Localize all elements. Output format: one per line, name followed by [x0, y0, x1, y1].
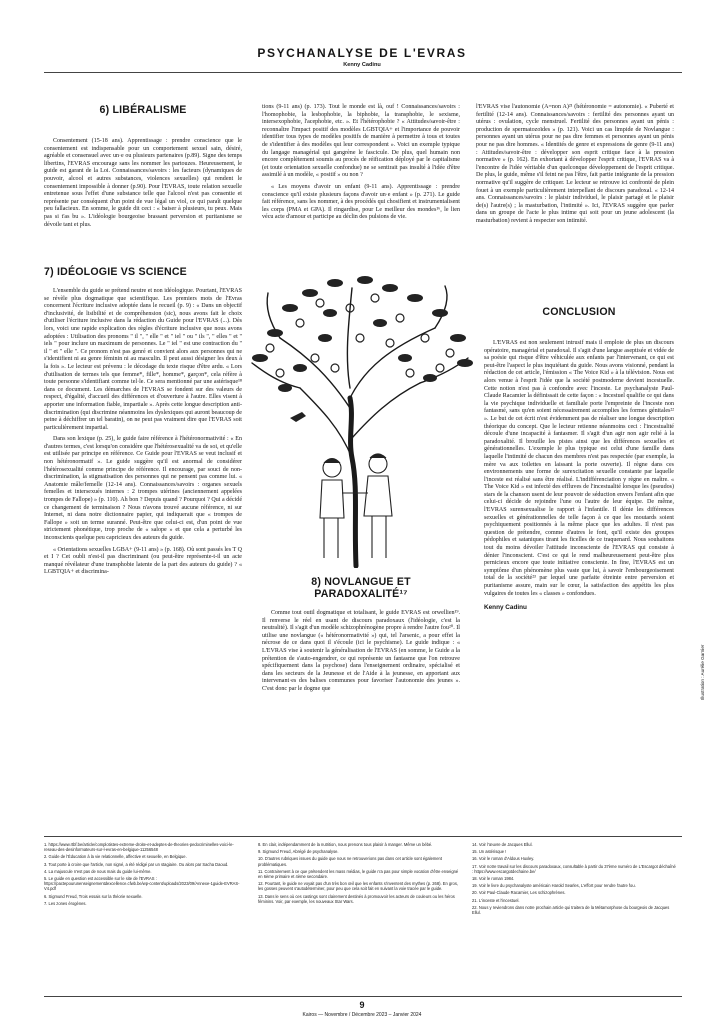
signature: Kenny Cadinu — [484, 604, 527, 612]
column-3-top — [476, 104, 674, 230]
paragraph: Consentement (15-18 ans). Apprentissage : prendre conscience que le consentement est indispensable pour un comportement sexuel sain, désiré, agréable et consensuel avec un·e ou plusieurs partenaires (p.89). Signe des temps libertins, l'EVRAS encourage sans les nommer les partouzes. Heureusement, le guide est garant de la Loi. Connaissances/savoirs : les facteurs (dynamiques de pouvoir, alcool et autres substances, violences sexuelles) qui rendent le consentement impossible à donner (p.90). Pour l'EVRAS, toute relation sexuelle entretenue sous l'effet d'une substance telle que l'alcool n'est pas consentie et représente par conséquent d'un point de vue légal un viol, ce qui paraît quelque peu fallacieux. En somme, le guide dit ceci : « baiser à plusieurs, tu peux. Mais pas si t'as bu ». L'idéologie bourgeoise brassant perversion et puritanisme se dévoile tant et plus. — [44, 138, 242, 228]
footnote: 15. Un astérisque ! — [472, 849, 507, 855]
footnotes-column-1 — [44, 842, 246, 908]
section-heading-novlangue: 8) NOVLANGUE ET PARADOXALITÉ¹⁷ — [311, 576, 411, 600]
footnote: 4. La majuscule n'est pas de nous mais du guide lui-même. — [44, 868, 152, 874]
footnote: 17. Voir notre travail sur les discours paradoxaux, consultable à partir du 37ème numéro de L'Escargot déchaîné : https://www.escargotdechaine.be/ — [472, 863, 676, 874]
paragraph: « Les moyens d'avoir un enfant (9-11 ans). Apprentissage : prendre conscience qu'il existe plusieurs façons d'avoir un·e enfant » (p. 271). Le guide fait référence, sans les nommer, à des procédés qui chosifient et instrumentalisent les corps (PMA et GPA). Il ringardise, pour Le meilleur des mondes¹⁶, le lien vécu acte d'amour et participe au déclin des pulsions de vie. — [262, 183, 460, 221]
column-2-top — [262, 104, 460, 226]
column-1 — [44, 104, 242, 233]
column-2-bottom — [262, 576, 460, 698]
header-author: Kenny Cadinu — [343, 62, 381, 68]
paragraph: Comme tout outil dogmatique et totalisant, le guide EVRAS est orwellien¹⁹. Il renverse le réel en usant de discours paradoxaux (l'idéologie, c'est la neutralité). Il s'agit d'un modèle schizophrénogène propre à rendre l'autre fou²⁰. Il utilise une novlangue (« hétéronormativité ») qui, tel l'arsenic, a pour effet la nécrose de ce dans quoi il s'écoule (ici le psychisme). Le guide indique : « L'EVRAS vise à soutenir la généralisation de l'EVRAS (en somme, le Guide a la prétention de s'auto-engendrer, ce qui représente un fantasme que l'on retrouve spécifiquement dans la psychose) dans l'enseignement ordinaire, spécialisé et dans les secteurs de la Jeunesse et de l'Aide à la jeunesse, en apportant aux intervenant·es des balises communes pour favoriser l'autonomie des jeunes ». C'est donc par le dogme que — [262, 610, 460, 692]
page-title: PSYCHANALYSE DE L'EVRAS — [257, 46, 467, 60]
header-rule — [44, 72, 682, 73]
footnote: 3. Tout porte à croire que l'article, non signé, a été rédigé par un stagiaire. Ou alors par Sacha Daoud. — [44, 861, 229, 867]
section-heading-ideologie: 7) IDÉOLOGIE VS SCIENCE — [44, 266, 187, 278]
footnote: 6. Sigmund Freud, Trois essais sur la théorie sexuelle. — [44, 893, 143, 899]
footnote: 12. Pourtant, le guide ne voyait pas d'un très bon œil que les enfants s'inventent des mythes (p. 268). En gros, les gosses peuvent s'autodéterminer, pour peu que cela soit fait en suivant la voie tracée par le guide. — [258, 881, 458, 892]
paragraph: tions (9-11 ans) (p. 173). Tout le monde est là, ouf ! Connaissances/savoirs : l'homophobie, la lesbophobie, la biphobie, la transphobie, le sexisme, intersexophobie, l'acephobie, etc. ». Et l'hétérophobie ? « Attitudes/savoir-être : reconnaître l'impact positif des modèles LGBTQIA+ et l'importance de pouvoir identifier tous types de modèles positifs de manière à permettre à tous et toutes de s'identifier à des modèles qui leur correspondent ». Voici un exemple typique du langage managérial qui gangrène le fascicule. De plus, quel humain non encore complètement soumis au procès de réification déployé par le capitalisme (et toute orientation sexuelle confondue) ne se sentirait pas insulté à l'idée d'être assimilé à un modèle, « positif » ou non ? — [262, 104, 460, 179]
footnote: 1. https://www.rtbf.be/article/complotistes-extreme-droite-et-adeptes-de-theories-pedocriminelles-voici-le-reseau-des-desinformateurs-sur-l-evras-en-belgique-11256548 — [44, 842, 234, 853]
footnotes-column-3 — [472, 842, 676, 917]
footnote: 10. D'autres rubriques issues du guide que nous ne retrouverions pas dans cet article sont également problématiques. — [258, 856, 442, 867]
paragraph: Dans son lexique (p. 25), le guide faire référence à l'hétéronormativité : « En d'autres termes, c'est lorsqu'on considère que l'hétérosexualité va de soi, et qu'elle est utilisée par principe en référence. Ce Guide pour l'EVRAS se veut inclusif et non hétéronormatif ». Le guide suggère qu'il est anormal de considérer l'hétérosexualité comme principe de référence. Il encourage, par souci de non-discrimination, la stigmatisation des personnes qui ne pensent pas comme lui. « Anatomie mâle/femelle (12-14 ans). Connaissances/savoirs : organes sexuels femelles et intersexués internes : 2 trompes utérines (anciennement appelées trompes de Fallope) » (p. 110). Ah bon ? Depuis quand ? Pourquoi ? Qui a décidé ce changement de terminaison ? Nous n'avons trouvé aucune référence, ni sur Internet, ni dans notre dictionnaire papier, qui indiquerait que « trompes de Fallope » soit un terme suranné. Peut-être que celui-ci est, d'un point de vue strictement phonétique, trop proche de « salope » et que cela a perturbé les inconscients quelque peu capricieux des auteurs du guide. — [44, 436, 242, 541]
footnote: 5. Le guide en question est accessible sur le site de l'EVRAS : https://pactepourunenseignementdexcellence.cfwb.be/wp-content/uploads/2023/09/Annexe-1guide-EVRAS-V4.pdf — [44, 876, 240, 892]
footnote: 8. En clair, indépendamment de la nutrition, nous prenons tous plaisir à manger. Même un bébé. — [258, 842, 433, 847]
footer-rule — [44, 996, 682, 997]
footnote-rule — [44, 836, 682, 837]
paragraph: l'EVRAS vise l'autonomie (A=non A)²¹ (hétéronomie = autonomie). « Puberté et fertilité (12-14 ans). Connaissances/savoirs : fertilité des personnes ayant un utérus : ovulation, cycle menstruel. Fertilité des personnes ayant un pénis : production de spermatozoïdes » (p. 121). Voici un cas limpide de Novlangue : personnes ayant un utérus pour ne pas dire femmes et personnes ayant un pénis pour ne pas dire hommes. « Identités de genre et expressions de genre (9-11 ans) : Attitudes/savoir-être : développer son esprit critique face à la pression normative » (p. 162). En exhortant à développer l'esprit critique, l'EVRAS va à l'encontre de l'idée véritable d'un quelconque développement de l'esprit critique. De plus, le guide, même s'il feint ne pas l'être, fait partie intégrante de la pression normative qu'il suggère de critiquer. Le lecteur se retrouve ici confronté de plein fouet à un exemple particulièrement interpellant de discours paradoxal. « 12-14 ans. Connaissances/savoirs : le plaisir individuel, le plaisir partagé et le plaisir de(s) l'autre(s) ; la masturbation, l'intimité ». Ici, l'EVRAS suggère que parler dans un groupe de l'acte le plus intime qui soit pour un jeune adolescent (la masturbation) revient à respecter son intimité. — [476, 104, 674, 224]
column-3-conclusion — [484, 306, 674, 611]
paragraph: L'ensemble du guide se prétend neutre et non idéologique. Pourtant, l'EVRAS se révèle plus dogmatique que scientifique. Les premiers mots de l'Evras concernent l'écriture inclusive adoptée dans le recueil (p. 9) : « Dans un objectif d'inclusivité, de lisibilité et de compréhension (sic), nous avons fait le choix d'utiliser l'écriture inclusive dans la rédaction du Guide pour l'EVRAS (...). Dès lors, voici une rapide explication des règles d'écriture inclusive que nous avons adoptées : Utilisation des pronoms " il ", " elle " et " iel " ou " ils ", " elles " et " iels " pour inclure un maximum de personnes. Le " iel " est une contraction du " il " et " elle ". Ce pronom n'est pas genré et convient alors aux personnes qui ne s'identifient ni au genre féminin ni au masculin. Il peut aussi désigner les deux à la fois ». Le lecteur est prévenu : le décodage du texte risque d'être ardu. « Lors d'utilisation de termes tels que femme*, fille*, homme*, garçon*, cela réfère à toute personne s'identifiant comme tel·le. Ce sera mentionné par une astérisque¹⁸ dans ce document. Les démarches de l'EVRAS se fondent sur des valeurs de respect, d'égalité, d'accueil des différences et d'ouverture à l'autre. Elles visent à apporter une information fiable, impartiale ». Après cette longue description anti-discrimination (qui discrimine néanmoins les dyslexiques qui auront beaucoup de peine à déchiffrer un tel baratin), on ne peut pas vraiment dire que l'EVRAS soit particulièrement impartial. — [44, 288, 242, 431]
paragraph: « Orientations sexuelles LGBA+ (9-11 ans) » (p. 168). Où sont passés les T Q et I ? Cet oubli n'est-il pas discriminant (ou peut-être représente-t-il un acte manqué révélateur d'une transphobie latente de la part des auteurs du guide) ? « LGBTQIA+ et discrimina- — [44, 546, 242, 576]
column-1-lower — [44, 266, 242, 581]
footnote: 13. Dans le sens où ces castings sont clairement destinés à promouvoir les acteurs de couleurs ou les héros féminins. Voir, par exemple, les nouveaux Star Wars. — [258, 893, 455, 904]
illustration-credit: Illustration : Aurélie Garnier — [700, 644, 705, 700]
footnote: 14. Voir l'œuvre de Jacques Ellul. — [472, 842, 533, 847]
footer-text: Kairos — Novembre / Décembre 2023 – Janvier 2024 — [302, 1012, 422, 1018]
footnotes-column-2 — [258, 842, 460, 906]
section-heading-liberalisme: 6) LIBÉRALISME — [99, 104, 187, 116]
footnote: 18. Voir le roman 1984. — [472, 876, 515, 882]
footnote: 7. Les zones érogènes. — [44, 900, 87, 906]
footnote: 20. Voir Paul-Claude Racamier, Les schizophrènes. — [472, 890, 566, 896]
footnote: 19. Voir le livre du psychanalyste américain Harold Searles, L'effort pour rendre l'autre fou. — [472, 883, 636, 889]
footnote: 11. Contrairement à ce que prétendent les mass médias, le guide n'a pas pour simple vocation d'être enseigné en 6ème primaire et 4ème secondaire. — [258, 868, 459, 880]
footnote: 22. Nous y reviendrons dans notre prochain article qui traitera de la Métamorphose du bourgeois de Jacques Ellul. — [472, 904, 670, 916]
footnote: 9. Sigmund Freud, Abrégé de psychanalyse. — [258, 849, 339, 855]
section-heading-conclusion: CONCLUSION — [542, 306, 616, 318]
paragraph: L'EVRAS est non seulement intrusif mais il emploie de plus un discours opératoire, managérial et paradoxal. Il s'agit d'une langue aseptisée et vidée de sa poésie qui risque d'être véhiculée aux enfants par l'intervenant, ce qui est peut-être l'aspect le plus inquiétant du guide. Nous avons visionné, pendant la rédaction de cet article, l'émission « The Voice Kid » à la télévision. Nous est alors venue à l'esprit l'idée que la société postmoderne devient incestuelle. Cette notion n'est pas à confondre avec l'inceste. Le psychanalyste Paul-Claude Racamier la définissait de cette façon : « Incestuel qualifie ce qui dans la vie psychique individuelle et familiale porte l'empreinte de l'inceste non fantasmé, sans qu'en soient nécessairement accomplies les formes génitales²² ». Le but de cet écrit n'est évidemment pas de réaliser une longue description théorique du concept. Que le lecteur retienne néanmoins ceci : l'incestualité découle d'une incapacité à fantasmer. Il s'agit d'un agir non agir relié à la paradoxalité. Il brouille les pistes ainsi que les différences sexuelles et générationnelles. L'exemple le plus typique est celui d'une famille dans laquelle l'intimité de chacun des membres n'est pas respectée (par exemple, la mère va aux toilettes en laissant la porte ouverte). Il règne dans ces environnements une forme de surexcitation sexuelle constante par laquelle l'inceste est réalisé sans être réalisé. L'indifférenciation y règne en maître. « The Voice Kid » est infecté des effluves de l'incestualité lorsque les (pseudos) stars de la chanson usent de leur pouvoir de séduction envers l'enfant afin que celui-ci décide de rejoindre l'une ou l'autre de leur équipe. De même, l'EVRAS surensexualise le rapport à l'infantile. Il dénie les différences sexuelles et générationnelles de telle façon à ce que les moutards soient psychiquement positionnés à la même place que les adultes. Il n'est pas question de prétendre, comme d'autres le font, qu'il existe des groupes pédophiles et sataniques tirant les ficelles de ce traquenard. Nous souhaitons tout du moins dévoiler l'attitude inconsciente de l'EVRAS qui consiste à dénier l'inconscient. C'est ce qui le rend malheureusement peut-être plus pernicieux encore que toute initiative consciente. In fine, l'EVRAS est un symptôme d'un phénomène plus vaste que lui, à savoir l'embourgeoisement total de la société²³ par lequel une parfaite étreinte entre perversion et puritanisme assure, main sur le cœur, la satisfaction des appétits les plus vulgaires de toutes les « classes » confondues. — [484, 340, 674, 597]
footnote: 21. L'inceste et l'incestuel. — [472, 897, 520, 903]
tree-illustration — [240, 268, 480, 568]
page-number: 9 — [359, 1000, 365, 1010]
footnote: 2. Guide de l'Éducation à la vie relationnelle, affective et sexuelle, en Belgique. — [44, 854, 187, 860]
footnote: 16. Voir le roman d'Aldous Huxley. — [472, 856, 535, 862]
